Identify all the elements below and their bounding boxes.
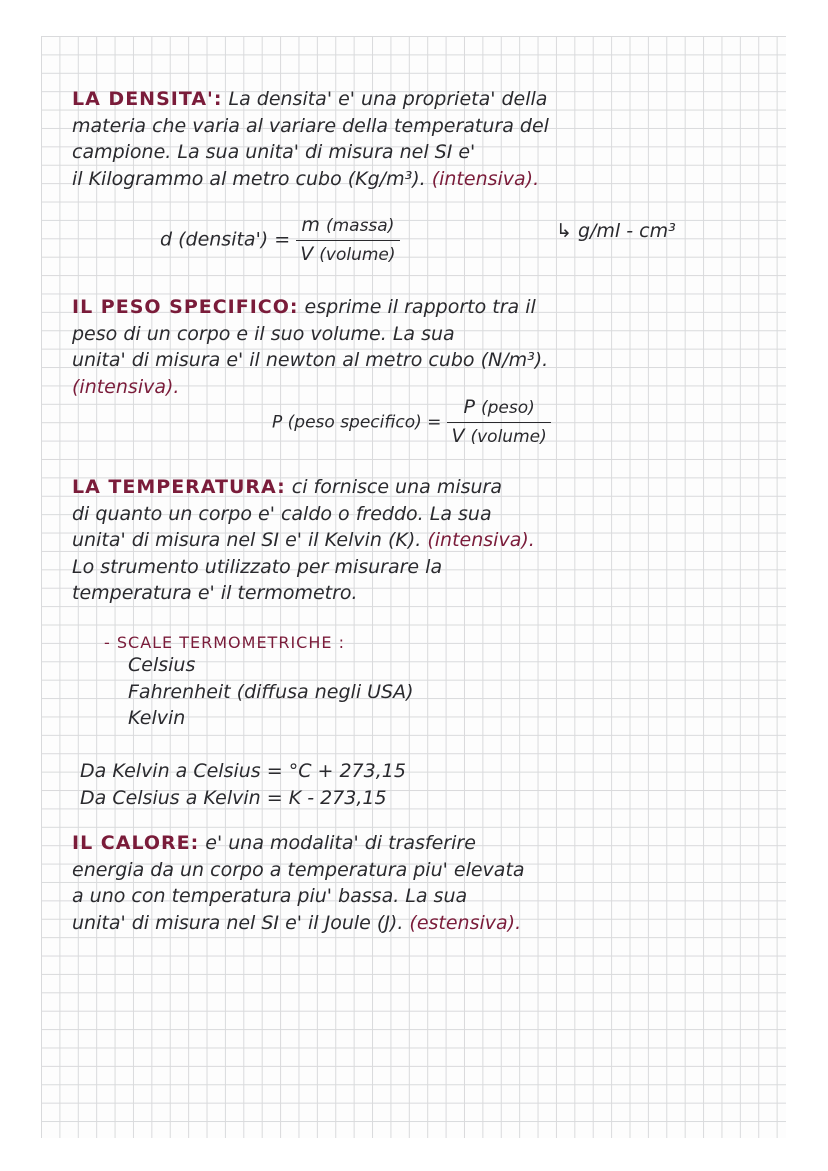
- density-section: [72, 86, 772, 192]
- density-text-2: materia che varia al variare della temperatura del: [72, 114, 549, 137]
- sw-den-note: (volume): [470, 426, 547, 447]
- heat-section: [72, 830, 772, 936]
- conversion-celsius-to-kelvin: Da Celsius a Kelvin = K - 273,15: [80, 786, 387, 809]
- scale-kelvin: Kelvin: [128, 707, 186, 729]
- sw-fraction: [447, 394, 550, 450]
- density-tag: (intensiva).: [431, 167, 540, 190]
- sw-fraction-denominator: [447, 423, 550, 451]
- temp-text-3: unita' di misura nel SI e' il Kelvin (K).: [72, 529, 422, 551]
- heat-text-2: energia da un corpo a temperatura piu' elevata: [72, 858, 525, 881]
- sw-text-2: peso di un corpo e il suo volume. La sua: [72, 322, 455, 345]
- heat-text-1: e' una modalita' di trasferire: [205, 832, 476, 854]
- sw-text-1: esprime il rapporto tra il: [304, 296, 536, 318]
- sw-formula-left: P (peso specifico) =: [272, 412, 442, 433]
- scale-fahrenheit: Fahrenheit (diffusa negli USA): [128, 680, 414, 703]
- density-num-symbol: m: [301, 214, 320, 236]
- temp-line-3: [72, 527, 772, 554]
- density-text-4: il Kilogrammo al metro cubo (Kg/m³).: [72, 167, 426, 190]
- sw-num-note: (peso): [480, 398, 535, 418]
- heat-line-1: [72, 830, 772, 857]
- heat-text-3: a uno con temperatura piu' bassa. La sua: [72, 885, 468, 907]
- density-title: LA DENSITA':: [72, 88, 223, 110]
- scale-celsius: Celsius: [128, 654, 196, 676]
- sw-fraction-numerator: [447, 394, 550, 423]
- temp-line-1: [72, 474, 772, 501]
- specific-weight-formula: [272, 394, 551, 450]
- heat-line-4: [72, 910, 772, 937]
- scales-list: [128, 652, 414, 732]
- sw-num-symbol: P: [463, 396, 475, 418]
- heat-tag: (estensiva).: [409, 911, 522, 934]
- temperature-tag: (intensiva).: [427, 529, 535, 551]
- sw-tag: (intensiva).: [72, 375, 180, 398]
- temperature-title: LA TEMPERATURA:: [72, 476, 286, 498]
- density-alt-unit: ↳ g/ml - cm³: [556, 220, 676, 242]
- sw-text-3: unita' di misura e' il newton al metro cubo (N/m³).: [72, 349, 549, 371]
- density-den-note: (volume): [319, 244, 396, 265]
- density-den-symbol: V: [300, 242, 314, 265]
- density-text-3: campione. La sua unita' di misura nel SI e': [72, 141, 476, 163]
- density-line-4: [72, 166, 772, 193]
- temp-text-5: temperatura e' il termometro.: [72, 582, 358, 604]
- density-fraction-numerator: [296, 212, 399, 241]
- scales-title: - SCALE TERMOMETRICHE :: [104, 633, 345, 652]
- temp-text-4: Lo strumento utilizzato per misurare la: [72, 555, 443, 578]
- specific-weight-section: [72, 294, 772, 400]
- temp-text-1: ci fornisce una misura: [291, 476, 502, 498]
- specific-weight-title: IL PESO SPECIFICO:: [72, 296, 299, 318]
- conversion-kelvin-to-celsius: Da Kelvin a Celsius = °C + 273,15: [80, 760, 406, 782]
- sw-line-1: [72, 294, 772, 321]
- temperature-section: [72, 474, 772, 607]
- density-line-1: [72, 86, 772, 113]
- density-formula-left: d (densita') =: [160, 228, 291, 251]
- density-text-1: La densita' e' una proprieta' della: [228, 88, 548, 110]
- density-num-note: (massa): [325, 216, 395, 236]
- density-fraction: [296, 212, 399, 268]
- heat-text-4: unita' di misura nel SI e' il Joule (J).: [72, 911, 404, 934]
- heat-title: IL CALORE:: [72, 832, 200, 854]
- density-formula: [160, 212, 400, 268]
- density-fraction-denominator: [296, 241, 399, 269]
- temp-text-2: di quanto un corpo e' caldo o freddo. La sua: [72, 502, 492, 525]
- sw-den-symbol: V: [451, 424, 465, 447]
- conversions: [80, 758, 406, 811]
